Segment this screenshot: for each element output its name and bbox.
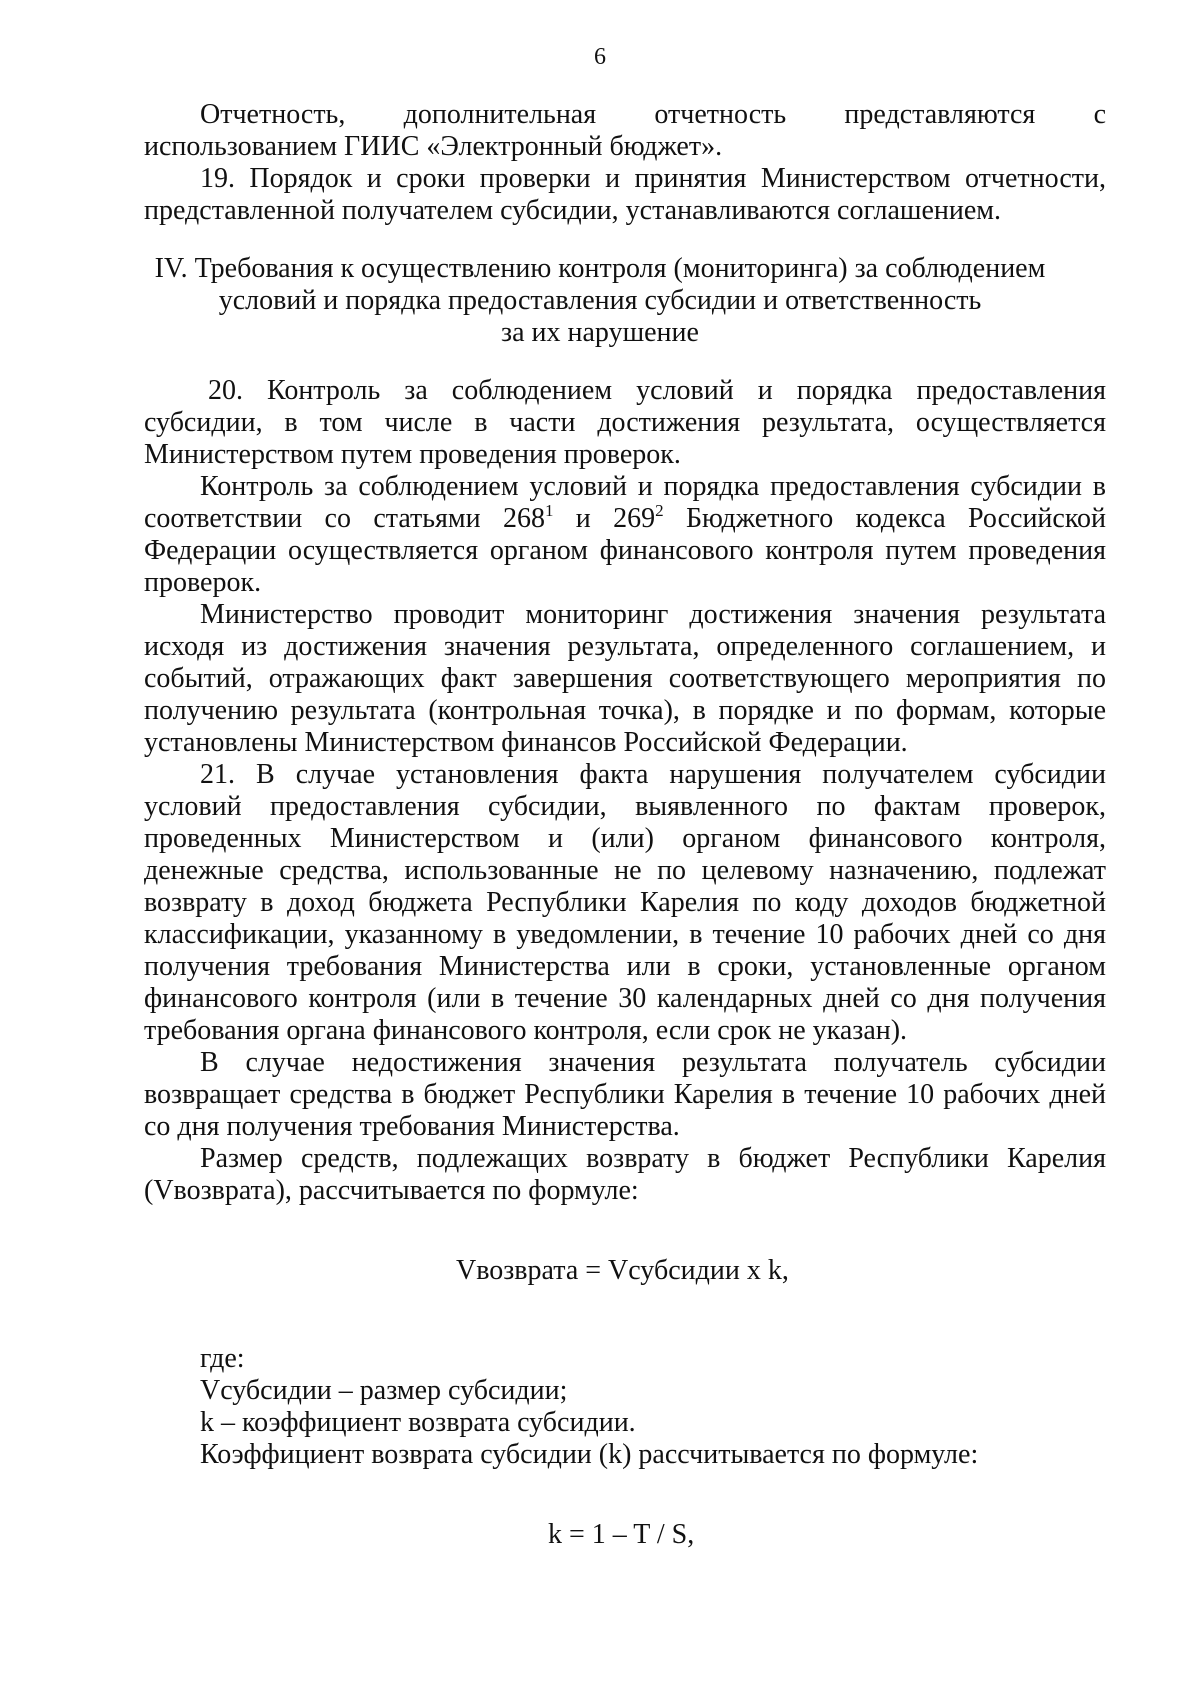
text-line: 20. Контроль за соблюдением условий и порядка предоставления — [208, 375, 1106, 406]
text-line: проверок. — [144, 567, 262, 598]
text-line-with-superscripts — [144, 502, 1106, 536]
text-line: представленной получателем субсидии, устанавливаются соглашением. — [144, 195, 1002, 226]
section-heading-line: IV. Требования к осуществлению контроля (мониторинга) за соблюдением — [154, 253, 1046, 284]
text-line: проведенных Министерством и (или) органом финансового контроля, — [144, 823, 1106, 854]
text-line: Отчетность, дополнительная отчетность представляются с — [200, 99, 1106, 130]
text-line: 21. В случае установления факта нарушения получателем субсидии — [200, 759, 1106, 790]
text-line: получения требования Министерства или в сроки, установленные органом — [144, 951, 1106, 982]
text-line: Контроль за соблюдением условий и порядка предоставления субсидии в — [200, 471, 1106, 502]
formula-return-coefficient: k = 1 – T / S, — [548, 1519, 695, 1550]
superscript: 1 — [544, 501, 554, 520]
text-line: финансового контроля (или в течение 30 календарных дней со дня получения — [144, 983, 1106, 1014]
text-line: классификации, указанному в уведомлении, в течение 10 рабочих дней со дня — [144, 919, 1106, 950]
section-heading-line: за их нарушение — [501, 317, 699, 348]
text-line: требования органа финансового контроля, если срок не указан). — [144, 1015, 908, 1046]
text-line: Министерство проводит мониторинг достижения значения результата — [200, 599, 1106, 630]
text-line: Федерации осуществляется органом финансового контроля путем проведения — [144, 535, 1106, 566]
text-line: 19. Порядок и сроки проверки и принятия Министерством отчетности, — [200, 163, 1106, 194]
text-line: k – коэффициент возврата субсидии. — [200, 1407, 636, 1438]
superscript: 2 — [655, 501, 664, 520]
text-line: условий предоставления субсидии, выявленного по фактам проверок, — [144, 791, 1106, 822]
text-line: исходя из достижения значения результата, определенного соглашением, и — [144, 631, 1106, 662]
text-line: Размер средств, подлежащих возврату в бюджет Республики Карелия — [200, 1143, 1106, 1174]
text-segment: Бюджетного кодекса Российской — [663, 503, 1107, 534]
text-segment: соответствии со статьями 268 — [144, 503, 545, 534]
text-line: получению результата (контрольная точка), в порядке и по формам, которые — [144, 695, 1106, 726]
text-line: возврату в доход бюджета Республики Карелия по коду доходов бюджетной — [144, 887, 1106, 918]
text-line: использованием ГИИС «Электронный бюджет». — [144, 131, 723, 162]
text-line: событий, отражающих факт завершения соответствующего мероприятия по — [144, 663, 1106, 694]
text-line: со дня получения требования Министерства. — [144, 1111, 680, 1142]
section-heading-line: условий и порядка предоставления субсидии и ответственность — [218, 285, 982, 316]
text-line: субсидии, в том числе в части достижения результата, осуществляется — [144, 407, 1106, 438]
text-line: Министерством путем проведения проверок. — [144, 439, 681, 470]
text-line: Коэффициент возврата субсидии (k) рассчитывается по формуле: — [200, 1439, 979, 1470]
formula-return-amount: Vвозврата = Vсубсидии x k, — [456, 1255, 789, 1286]
text-line: В случае недостижения значения результата получатель субсидии — [200, 1047, 1106, 1078]
text-segment: и 269 — [553, 503, 656, 534]
text-line: денежные средства, использованные не по целевому назначению, подлежат — [144, 855, 1106, 886]
text-line: где: — [200, 1343, 245, 1374]
text-line: (Vвозврата), рассчитывается по формуле: — [144, 1175, 639, 1206]
text-line: Vсубсидии – размер субсидии; — [200, 1375, 568, 1406]
text-line: возвращает средства в бюджет Республики Карелия в течение 10 рабочих дней — [144, 1079, 1106, 1110]
page-number: 6 — [594, 44, 606, 70]
text-line: установлены Министерством финансов Российской Федерации. — [144, 727, 908, 758]
